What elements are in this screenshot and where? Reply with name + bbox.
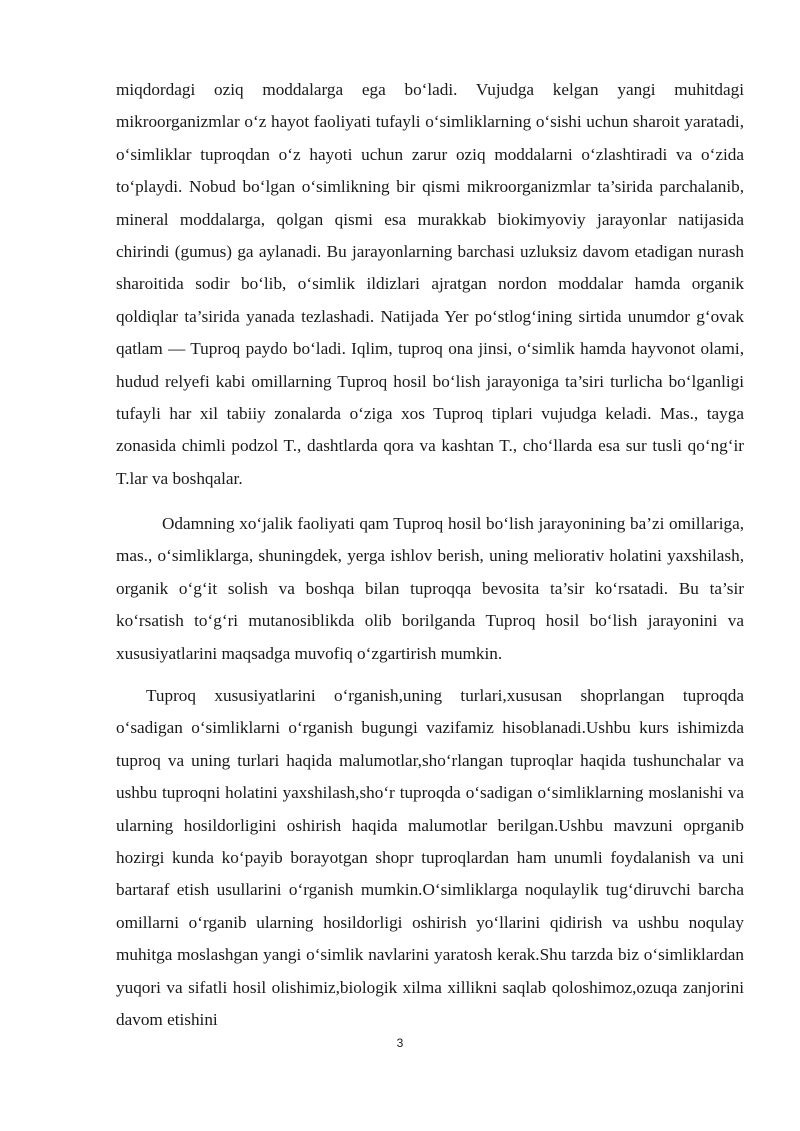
paragraph-1: miqdordagi oziq moddalarga ega bo‘ladi. Vujudga kelgan yangi muhitdagi mikroorganizmlar o‘z hayot faoliyati tufayli o‘simliklarning o‘sishi uchun sharoit yaratadi, o‘simliklar tuproqdan o‘z hayoti uchun zarur oziq moddalarni o‘zlashtiradi va o‘zida to‘playdi. Nobud bo‘lgan o‘simlikning bir qismi mikroorganizmlar ta’sirida parchalanib, mineral moddalarga, qolgan qismi esa murakkab biokimyoviy jarayonlar natijasida chirindi (gumus) ga aylanadi. Bu jarayonlarning barchasi uzluksiz davom etadigan nurash sharoitida sodir bo‘lib, o‘simlik ildizlari ajratgan nordon moddalar hamda organik qoldiqlar ta’sirida yanada tezlashadi. Natijada Yer po‘stlog‘ining sirtida unumdor g‘ovak qatlam — Tuproq paydo bo‘ladi. Iqlim, tuproq ona jinsi, o‘simlik hamda hayvonot olami, hudud relyefi kabi omillarning Tuproq hosil bo‘lish jarayoniga ta’siri turlicha bo‘lganligi tufayli har xil tabiiy zonalarda o‘ziga xos Tuproq tiplari vujudga keladi. Mas., tayga zonasida chimli podzol T., dashtlarda qora va kashtan T., cho‘llarda esa sur tusli qo‘ng‘ir T.lar va boshqalar. — [116, 80, 744, 488]
paragraph-3: Tuproq xususiyatlarini o‘rganish,uning turlari,xususan shoprlangan tuproqda o‘sadigan o‘simliklarni o‘rganish bugungi vazifamiz hisoblanadi.Ushbu kurs ishimizda tuproq va uning turlari haqida malumotlar,sho‘rlangan tuproqlar haqida tushunchalar va ushbu tuproqni holatini yaxshilash,sho‘r tuproqda o‘sadigan o‘simliklarning moslanishi va ularning hosildorligini oshirish haqida malumotlar berilgan.Ushbu mavzuni oprganib hozirgi kunda ko‘payib borayotgan shopr tuproqlardan ham unumli foydalanish va uni bartaraf etish usullarini o‘rganish mumkin.O‘simliklarga noqulaylik tug‘diruvchi barcha omillarni o‘rganib ularning hosildorligi oshirish yo‘llarini qidirish va ushbu noqulay muhitga moslashgan yangi o‘simlik navlarini yaratosh kerak.Shu tarzda biz o‘simliklardan yuqori va sifatli hosil olishimiz,biologik xilma xillikni saqlab qoloshimoz,ozuqa zanjorini davom etishini — [116, 686, 744, 1030]
paragraph-2: Odamning xo‘jalik faoliyati qam Tuproq hosil bo‘lish jarayonining ba’zi omillariga, mas., o‘simliklarga, shuningdek, yerga ishlov berish, uning meliorativ holatini yaxshilash, organik o‘g‘it solish va boshqa bilan tuproqqa bevosita ta’sir ko‘rsatadi. Bu ta’sir ko‘rsatish to‘g‘ri mutanosiblikda olib borilganda Tuproq hosil bo‘lish jarayonini va xususiyatlarini maqsadga muvofiq o‘zgartirish mumkin. — [116, 514, 744, 663]
page-number: 3 — [396, 1036, 404, 1050]
